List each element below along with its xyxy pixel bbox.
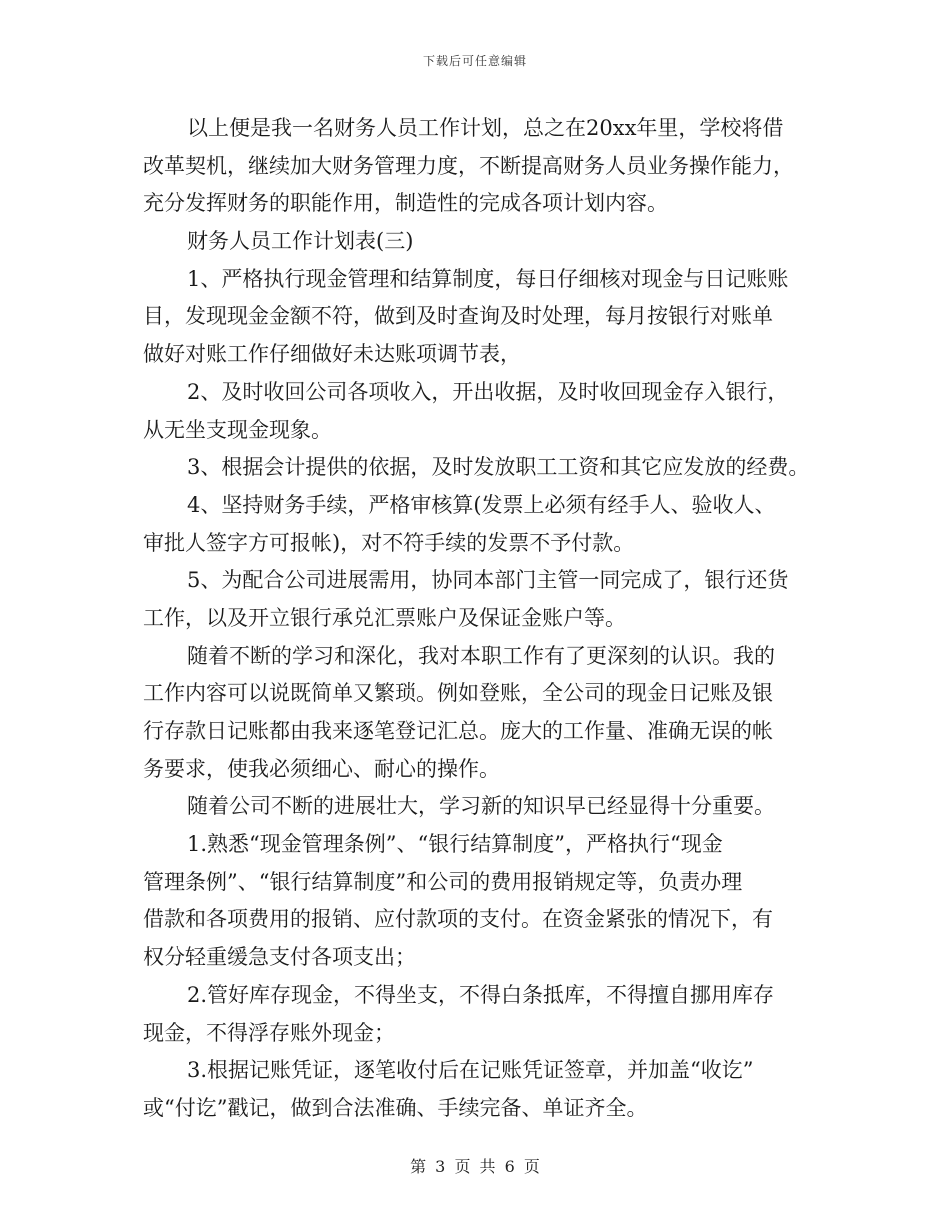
text-line: 2.管好库存现金，不得坐支，不得白条抵库，不得擅自挪用库存 bbox=[187, 982, 775, 1007]
paragraph bbox=[143, 110, 823, 223]
text-line: 做好对账工作仔细做好未达账项调节表， bbox=[143, 342, 521, 367]
text-line: 行存款日记账都由我来逐笔登记汇总。庞大的工作量、准确无误的帐 bbox=[143, 719, 773, 743]
text-line: 随着不断的学习和深化，我对本职工作有了更深刻的认识。我的 bbox=[187, 643, 775, 668]
page-header: 下载后可任意编辑 bbox=[422, 54, 527, 68]
text-line: 现金，不得浮存账外现金； bbox=[143, 1020, 395, 1045]
text-line: 4、坚持财务手续，严格审核算(发票上必须有经手人、验收人、 bbox=[187, 492, 776, 517]
paragraph bbox=[143, 487, 823, 562]
text-line: 3、根据会计提供的依据，及时发放职工工资和其它应发放的经费。 bbox=[187, 455, 810, 480]
text-line: 充分发挥财务的职能作用，制造性的完成各项计划内容。 bbox=[143, 191, 668, 216]
text-line: 1、严格执行现金管理和结算制度，每日仔细核对现金与日记账账 bbox=[187, 266, 789, 291]
section-title bbox=[143, 223, 823, 261]
paragraph bbox=[143, 1052, 823, 1127]
paragraph bbox=[143, 449, 823, 487]
paragraph bbox=[143, 788, 823, 826]
paragraph bbox=[143, 261, 823, 374]
paragraph bbox=[143, 374, 823, 449]
text-line: 或“付讫”戳记，做到合法准确、手续完备、单证齐全。 bbox=[143, 1095, 648, 1120]
page-footer: 第 3 页 共 6 页 bbox=[410, 1157, 540, 1176]
paragraph bbox=[143, 562, 823, 637]
text-line: 2、及时收回公司各项收入，开出收据，及时收回现金存入银行， bbox=[187, 379, 789, 404]
text-line: 权分轻重缓急支付各项支出； bbox=[143, 945, 416, 970]
text-line: 5、为配合公司进展需用，协同本部门主管一同完成了，银行还货 bbox=[187, 568, 789, 593]
text-line: 改革契机，继续加大财务管理力度，不断提高财务人员业务操作能力， bbox=[143, 153, 794, 178]
text-line: 以上便是我一名财务人员工作计划，总之在20xx年里，学校将借 bbox=[187, 116, 784, 140]
text-line: 随着公司不断的进展壮大，学习新的知识早已经显得十分重要。 bbox=[187, 794, 775, 819]
paragraph bbox=[143, 977, 823, 1052]
text-line: 从无坐支现金现象。 bbox=[143, 417, 332, 442]
text-line: 工作，以及开立银行承兑汇票账户及保证金账户等。 bbox=[143, 605, 626, 630]
text-line: 财务人员工作计划表(三) bbox=[187, 229, 414, 254]
text-line: 借款和各项费用的报销、应付款项的支付。在资金紧张的情况下，有 bbox=[143, 907, 773, 932]
text-line: 管理条例”、“银行结算制度”和公司的费用报销规定等，负责办理 bbox=[143, 869, 743, 894]
text-line: 审批人签字方可报帐)，对不符手续的发票不予付款。 bbox=[143, 530, 635, 555]
document-body bbox=[143, 110, 823, 1128]
paragraph bbox=[143, 638, 823, 789]
text-line: 3.根据记账凭证，逐笔收付后在记账凭证签章，并加盖“收讫” bbox=[187, 1058, 754, 1083]
text-line: 目，发现现金金额不符，做到及时查询及时处理，每月按银行对账单 bbox=[143, 304, 773, 329]
text-line: 工作内容可以说既简单又繁琐。例如登账，全公司的现金日记账及银 bbox=[143, 681, 773, 706]
text-line: 1.熟悉“现金管理条例”、“银行结算制度”，严格执行“现金 bbox=[187, 832, 723, 857]
paragraph bbox=[143, 826, 823, 977]
text-line: 务要求，使我必须细心、耐心的操作。 bbox=[143, 756, 500, 781]
